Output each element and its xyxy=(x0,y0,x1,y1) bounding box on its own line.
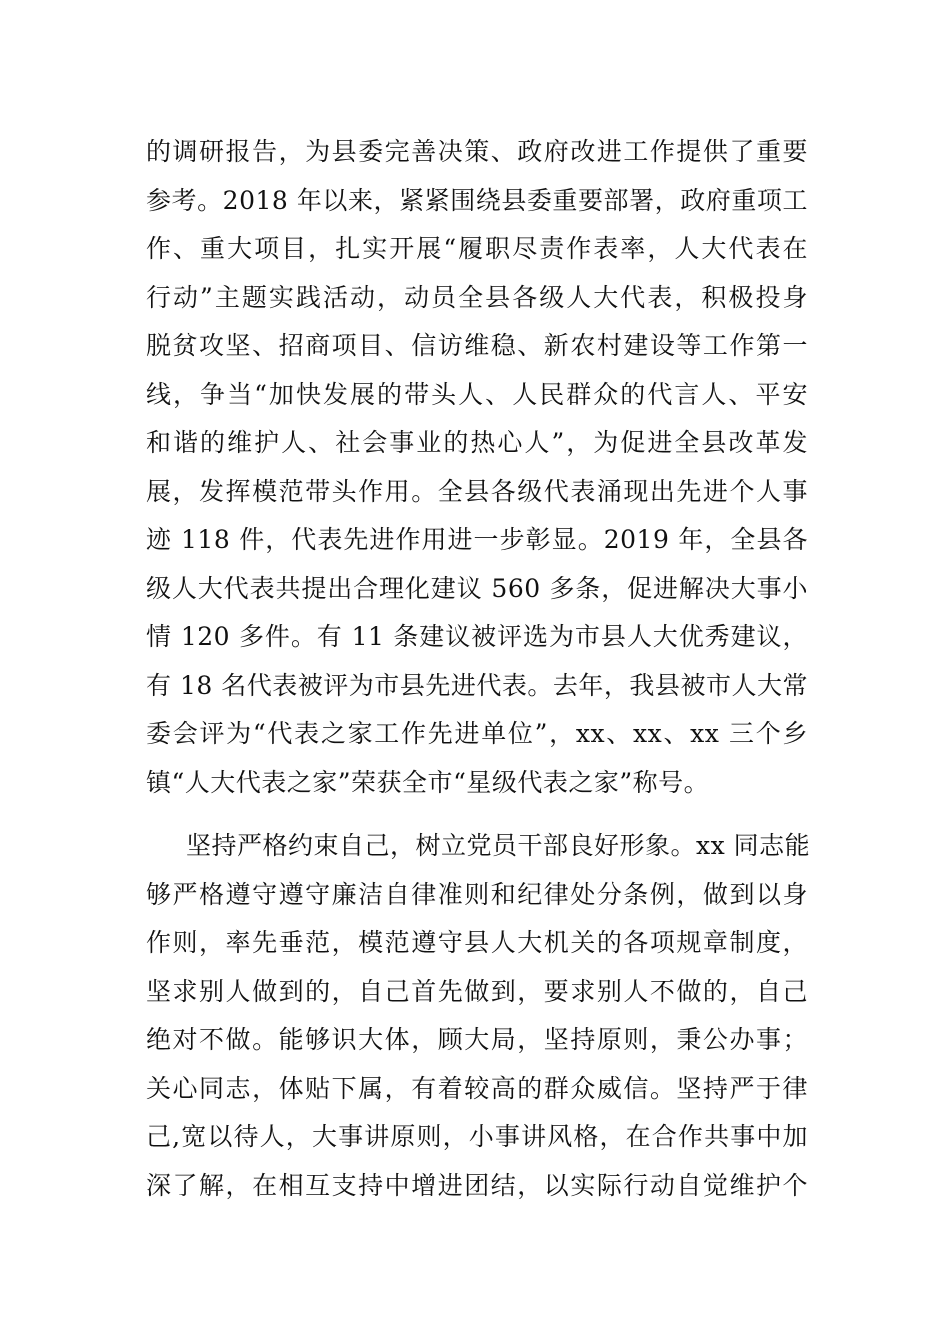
text-line: 深了解，在相互支持中增进团结，以实际行动自觉维护个 xyxy=(146,1170,808,1200)
text-line: 己,宽以待人，大事讲原则，小事讲风格，在合作共事中加 xyxy=(146,1122,808,1151)
text-line: 行动”主题实践活动，动员全县各级人大代表，积极投身 xyxy=(146,282,808,312)
text-line: 级人大代表共提出合理化建议 560 多条，促进解决大事小 xyxy=(146,573,808,603)
text-line: 情 120 多件。有 11 条建议被评选为市县人大优秀建议， xyxy=(146,622,808,651)
text-line: 坚求别人做到的，自己首先做到，要求别人不做的，自己 xyxy=(146,976,808,1006)
text-line: 线，争当“加快发展的带头人、人民群众的代言人、平安 xyxy=(146,379,808,409)
text-line: 有 18 名代表被评为市县先进代表。去年，我县被市人大常 xyxy=(146,670,808,700)
text-line: 脱贫攻坚、招商项目、信访维稳、新农村建设等工作第一 xyxy=(146,331,808,360)
text-line: 和谐的维护人、社会事业的热心人”，为促进全县改革发 xyxy=(146,428,808,457)
text-line-last: 镇“人大代表之家”荣获全市“星级代表之家”称号。 xyxy=(146,767,710,797)
text-line: 展，发挥模范带头作用。全县各级代表涌现出先进个人事 xyxy=(146,476,808,506)
text-line: 委会评为“代表之家工作先进单位”，xx、xx、xx 三个乡 xyxy=(146,719,808,748)
text-line-indented: 坚持严格约束自己，树立党员干部良好形象。xx 同志能 xyxy=(186,831,811,860)
text-line: 参考。2018 年以来，紧紧围绕县委重要部署，政府重项工 xyxy=(146,185,808,215)
text-line: 关心同志，体贴下属，有着较高的群众威信。坚持严于律 xyxy=(146,1073,808,1103)
text-line: 够严格遵守遵守廉洁自律准则和纪律处分条例，做到以身 xyxy=(146,879,808,909)
text-line: 迹 118 件，代表先进作用进一步彰显。2019 年，全县各 xyxy=(146,525,808,554)
text-line: 绝对不做。能够识大体，顾大局，坚持原则，秉公办事； xyxy=(146,1025,808,1054)
text-line: 的调研报告，为县委完善决策、政府改进工作提供了重要 xyxy=(146,137,808,166)
text-line: 作则，率先垂范，模范遵守县人大机关的各项规章制度， xyxy=(146,928,808,957)
text-line: 作、重大项目，扎实开展“履职尽责作表率，人大代表在 xyxy=(146,234,808,263)
